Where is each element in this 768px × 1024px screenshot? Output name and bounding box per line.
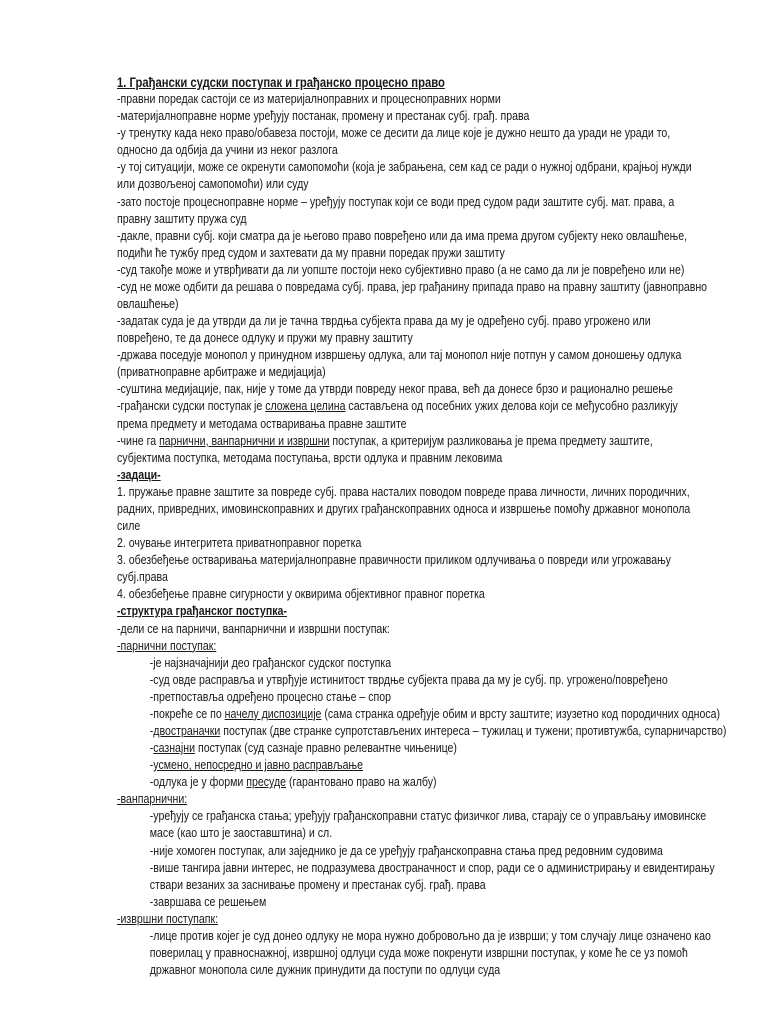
text-line (117, 569, 768, 586)
text-line (117, 211, 768, 228)
text-line (117, 894, 768, 911)
text-segment: -претпоставља одређено процесно стање – спор (149, 689, 392, 704)
text-line (117, 945, 768, 962)
text-line (117, 159, 768, 176)
text-line (117, 757, 768, 774)
text-line (117, 689, 768, 706)
text-segment: -уређују се грађанска стања; уређују грађанскоправни статус физичког лива, старају се о управљању имовинске (149, 809, 707, 824)
underlined-text: пресуде (246, 775, 287, 790)
text-segment: -завршава се решењем (149, 894, 267, 909)
text-line (117, 194, 768, 211)
text-line (117, 398, 768, 415)
underlined-text: 1. Грађански судски поступак и грађанско процесно право (117, 75, 445, 90)
text-segment: према предмету и методама остваривања правне заштите (117, 416, 407, 431)
text-segment: -материјалноправне норме уређују постанак, промену и престанак субј. грађ. права (117, 109, 530, 124)
underlined-text: -структура грађанског поступка- (117, 604, 287, 619)
text-segment: -дакле, правни субј. који сматра да је његово право повређено или да има према другом субјекту неко овлашћење, (117, 228, 688, 243)
underlined-text: -извршни поступапк: (117, 911, 219, 926)
text-segment: -лице против којег је суд донео одлуку не мора нужно добровољно да је изврши; у том случају лице означено као (149, 928, 711, 943)
text-line (117, 450, 768, 467)
text-line (117, 125, 768, 142)
text-segment: поступак (суд сазнаје правно релевантне чињенице) (195, 741, 457, 756)
text-line (117, 245, 768, 262)
text-segment: -покреће се по (149, 706, 225, 721)
text-segment: -суд такође може и утврђивати да ли уопште постоји неко субјективно право (а не само да ли је повређено или не) (117, 262, 685, 277)
text-segment: -дели се на парничи, ванпарнични и извршни поступак: (117, 621, 390, 636)
text-line (117, 416, 768, 433)
text-line (117, 791, 768, 808)
text-line (117, 279, 768, 296)
text-segment: -грађански судски поступак је (117, 399, 266, 414)
text-line (117, 535, 768, 552)
text-segment: - (149, 741, 154, 756)
text-segment: -није хомоген поступак, али заједнико је да се уређују грађанскоправна стања пред редовним судовима (149, 843, 663, 858)
text-line (117, 330, 768, 347)
text-line (117, 843, 768, 860)
text-line (117, 433, 768, 450)
text-segment: 4. обезбеђење правне сигурности у оквирима објективног правног поретка (117, 587, 485, 602)
text-line (117, 655, 768, 672)
text-line (117, 467, 768, 484)
text-segment: 1. пружање правне заштите за повреде субј. права насталих поводом повреде права личности, личних породичних, (117, 484, 690, 499)
text-segment: -држава поседује монопол у принудном извршењу одлука, али тај монопол није потпун у самом доношењу одлука (117, 348, 682, 363)
text-segment: (гарантовано право на жалбу) (286, 775, 437, 790)
text-line (117, 91, 768, 108)
text-line (117, 723, 768, 740)
text-segment: -више тангира јавни интерес, не подразумева двостраначност и спор, ради се о администрирању и евидентирању (149, 860, 715, 875)
underlined-text: парнични, ванпарнични и извршни (159, 433, 330, 448)
text-segment: субј.права (117, 570, 168, 585)
text-line (117, 586, 768, 603)
text-segment: (сама странка одређује обим и врсту заштите; изузетно код породичних односа) (321, 706, 721, 721)
underlined-text: сложена целина (265, 399, 346, 414)
text-line (117, 825, 768, 842)
text-segment: субјектима поступка, методама поступања, врсти одлука и правним лековима (117, 450, 503, 465)
text-segment: силе (117, 519, 141, 534)
text-line (117, 501, 768, 518)
text-line (117, 672, 768, 689)
text-segment: масе (као што је заоставштина) и сл. (149, 826, 333, 841)
text-segment: подићи ће тужбу пред судом и захтевати да му правни поредак пружи заштиту (117, 245, 505, 260)
text-segment: -правни поредак састоји се из материјалноправних и процесноправних норми (117, 92, 501, 107)
underlined-text: -задаци- (117, 467, 161, 482)
text-line (117, 313, 768, 330)
text-line (117, 484, 768, 501)
underlined-text: двостраначки (153, 723, 221, 738)
text-segment: - (149, 723, 154, 738)
text-line (117, 364, 768, 381)
text-segment: -одлука је у форми (149, 775, 247, 790)
document-page (117, 74, 768, 979)
text-segment: - (149, 758, 154, 773)
underlined-text: усмено, непосредно и јавно расправљање (153, 758, 364, 773)
text-segment: радних, привредних, имовинскоправних и других грађанскоправних односа и извршење помоћу државног монопола (117, 501, 691, 516)
text-line (117, 928, 768, 945)
underlined-text: сазнајни (153, 741, 196, 756)
text-line (117, 381, 768, 398)
text-line (117, 228, 768, 245)
text-line (117, 262, 768, 279)
text-segment: односно да одбија да учини из неког разлога (117, 143, 338, 158)
text-line (117, 347, 768, 364)
text-line (117, 774, 768, 791)
text-segment: или дозвољеној самопомоћи) или суду (117, 177, 309, 192)
text-segment: -у тренутку када неко право/обавеза постоји, може се десити да лице које је дужно нешто да уради не уради то, (117, 126, 671, 141)
text-segment: поступак (две странке супротстављених интереса – тужилац и тужени; противтужба, супарничарство) (220, 723, 727, 738)
text-segment: државног монопола силе дужник принудити да поступи по одлуци суда (149, 963, 501, 978)
underlined-text: -ванпарнични: (117, 792, 188, 807)
text-segment: -суд овде расправља и утврђује истинитост тврдње субјекта права да му је субј. пр. угрожено/повређено (149, 672, 668, 687)
text-segment: поверилац у правноснажној, извршној одлуци суда може покренути извршни поступак, у коме ће се уз помоћ (149, 945, 688, 960)
text-segment: (приватноправне арбитраже и медијација) (117, 365, 326, 380)
text-segment: -у тој ситуацији, може се окренути самопомоћи (која је забрањена, сем кад се ради о нужној одбрани, крајњој нужди (117, 160, 692, 175)
underlined-text: начелу диспозиције (224, 706, 322, 721)
text-line (117, 638, 768, 655)
underlined-text: -парнични поступак: (117, 638, 217, 653)
text-segment: 3. обезбеђење остваривања материјалноправне правичности приликом одлучивања о повреди или угрожавању (117, 553, 671, 568)
text-segment: -суд не може одбити да решава о повредама субј. права, јер грађанину припада право на правну заштиту (јавноправно (117, 279, 708, 294)
text-segment: ствари везаних за заснивање промену и престанак субј. грађ. права (149, 877, 486, 892)
text-line (117, 108, 768, 125)
text-line (117, 740, 768, 757)
text-segment: повређено, те да донесе одлуку и пружи му правну заштиту (117, 331, 413, 346)
text-segment: поступак, а критеријум разликовања је према предмету заштите, (329, 433, 653, 448)
text-segment: -је најзначајнији део грађанског судског поступка (149, 655, 392, 670)
text-line (117, 621, 768, 638)
text-line (117, 142, 768, 159)
text-line (117, 552, 768, 569)
text-segment: састављена од посебних ужих делова који се међусобно разликују (345, 399, 678, 414)
text-line (117, 962, 768, 979)
text-segment: овлашћење) (117, 297, 179, 312)
text-line (117, 808, 768, 825)
text-segment: -задатак суда је да утврди да ли је тачна тврдња субјекта права да му је одређено субј. право угрожено или (117, 314, 651, 329)
text-segment: 2. очување интегритета приватноправног поретка (117, 536, 362, 551)
text-line (117, 603, 768, 620)
text-line (117, 296, 768, 313)
text-segment: -чине га (117, 433, 160, 448)
text-segment: правну заштиту пружа суд (117, 211, 247, 226)
text-line (117, 176, 768, 193)
text-line (117, 877, 768, 894)
text-line (117, 911, 768, 928)
text-line (117, 706, 768, 723)
text-line (117, 860, 768, 877)
text-segment: -суштина медијације, пак, није у томе да утврди повреду неког права, већ да донесе брзо и рационално решење (117, 382, 673, 397)
text-segment: -зато постоје процесноправне норме – уређују поступак који се води пред судом ради заштите субј. мат. права, а (117, 194, 675, 209)
document-heading (117, 74, 768, 91)
text-line (117, 518, 768, 535)
